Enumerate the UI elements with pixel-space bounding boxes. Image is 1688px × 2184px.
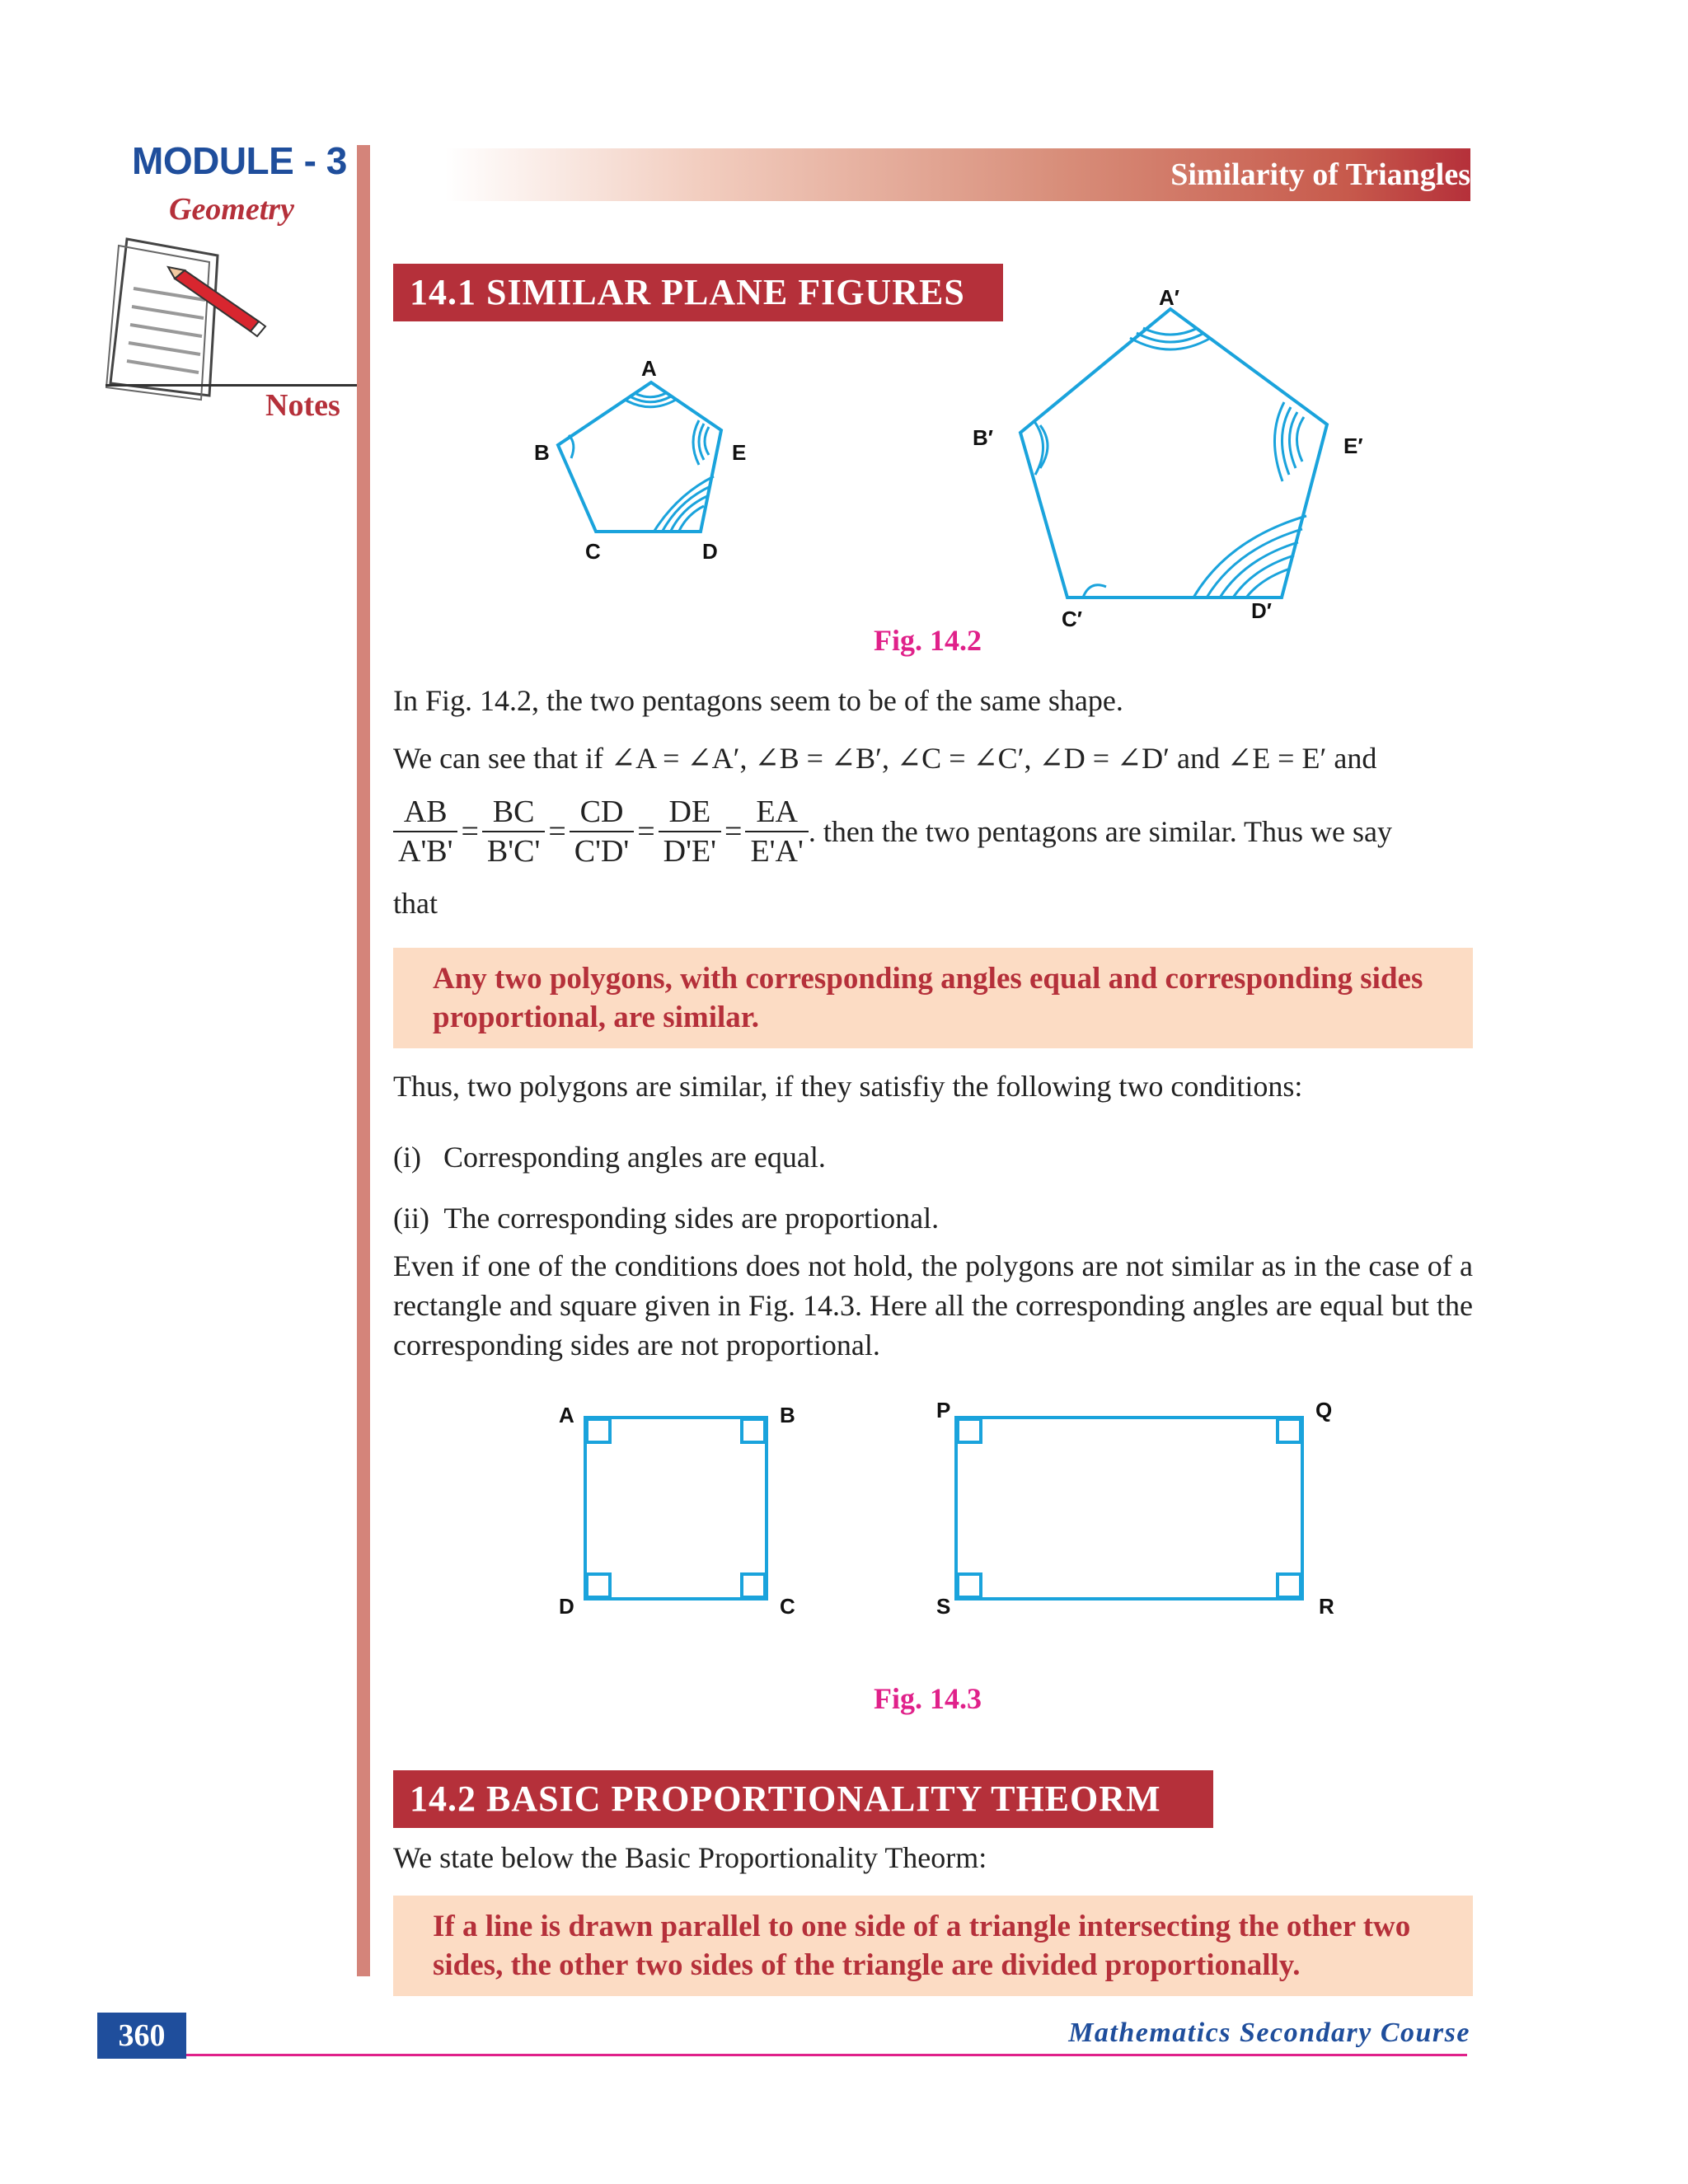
definition-box: Any two polygons, with corresponding angles equal and corresponding sides proportional, are similar. bbox=[393, 948, 1473, 1048]
label-C-prime: C′ bbox=[1062, 607, 1083, 631]
footer-rule bbox=[186, 2054, 1467, 2056]
paragraph-conditions: Thus, two polygons are similar, if they satisfiy the following two conditions: bbox=[393, 1070, 1303, 1103]
notes-label: Notes bbox=[265, 388, 340, 423]
paragraph-angles: We can see that if ∠A = ∠A′, ∠B = ∠B′, ∠C = ∠C′, ∠D = ∠D′ and ∠E = E′ and bbox=[393, 742, 1377, 775]
theorem-box: If a line is drawn parallel to one side of a triangle intersecting the other two sides, the other two sides of the triangle are divided proportionally. bbox=[393, 1896, 1473, 1996]
paragraph-counterexample: Even if one of the conditions does not hold, the polygons are not similar as in the case of a rectangle and square given in Fig. 14.3. Here all the corresponding angles are equal but the corresponding sides are not proportional. bbox=[393, 1249, 1473, 1361]
footer-course-title: Mathematics Secondary Course bbox=[1068, 2018, 1470, 2048]
fraction-4: $\frac{DE}{D'E'}$ bbox=[659, 793, 721, 870]
label-A: A bbox=[641, 356, 657, 381]
label-D: D bbox=[702, 539, 718, 564]
section-heading-14-2: 14.2 BASIC PROPORTIONALITY THEORM bbox=[393, 1770, 1213, 1828]
rectangle bbox=[956, 1418, 1302, 1599]
figure-caption-14-3: Fig. 14.3 bbox=[874, 1682, 982, 1715]
figure-pentagons bbox=[495, 280, 1484, 651]
notes-divider bbox=[106, 384, 361, 387]
label-A-prime: A′ bbox=[1159, 285, 1180, 310]
label-sq-A: A bbox=[559, 1403, 574, 1427]
label-E: E bbox=[732, 440, 747, 465]
margin-bar bbox=[357, 145, 370, 1976]
header-title: Similarity of Triangles bbox=[1170, 157, 1470, 192]
large-pentagon bbox=[1020, 309, 1327, 598]
label-sq-B: B bbox=[780, 1403, 795, 1427]
figure-square-rectangle bbox=[544, 1393, 1352, 1632]
label-rect-Q: Q bbox=[1315, 1398, 1333, 1422]
module-title: MODULE - 3 bbox=[132, 139, 347, 182]
fraction-5: $\frac{EA}{E'A'}$ bbox=[745, 793, 808, 870]
label-C: C bbox=[585, 539, 601, 564]
ratio-equation: $\frac{AB}{A'B'}$ = $\frac{BC}{B'C'}$ = $\frac{CD}{C'D'}$ = $\frac{DE}{D'E'}$ = $\frac{EA}{E'A'}$ . then the two pentagons are similar. Thus we say bbox=[393, 793, 1473, 870]
paragraph-bpt-intro: We state below the Basic Proportionality Theorm: bbox=[393, 1841, 987, 1874]
condition-2: (ii) The corresponding sides are proportional. bbox=[393, 1202, 940, 1235]
page-number: 360 bbox=[97, 2013, 186, 2059]
condition-1: (i) Corresponding angles are equal. bbox=[393, 1141, 826, 1174]
label-sq-C: C bbox=[780, 1594, 795, 1619]
label-rect-S: S bbox=[936, 1594, 951, 1619]
module-subject: Geometry bbox=[169, 192, 294, 227]
fraction-2: $\frac{BC}{B'C'}$ bbox=[482, 793, 545, 870]
paragraph-intro: In Fig. 14.2, the two pentagons seem to be of the same shape. bbox=[393, 684, 1123, 717]
fraction-3: $\frac{CD}{C'D'}$ bbox=[570, 793, 634, 870]
section-heading-14-1: 14.1 SIMILAR PLANE FIGURES bbox=[393, 264, 1003, 321]
label-D-prime: D′ bbox=[1251, 598, 1273, 623]
square bbox=[585, 1418, 767, 1599]
label-rect-P: P bbox=[936, 1398, 951, 1422]
paragraph-that: that bbox=[393, 887, 438, 920]
label-sq-D: D bbox=[559, 1594, 574, 1619]
ratio-tail: . then the two pentagons are similar. Thus we say bbox=[808, 815, 1393, 848]
label-E-prime: E′ bbox=[1343, 434, 1363, 458]
fraction-1: $\frac{AB}{A'B'}$ bbox=[393, 793, 457, 870]
label-rect-R: R bbox=[1319, 1594, 1334, 1619]
label-B-prime: B′ bbox=[973, 425, 994, 450]
figure-caption-14-2: Fig. 14.2 bbox=[874, 624, 982, 657]
label-B: B bbox=[534, 440, 550, 465]
